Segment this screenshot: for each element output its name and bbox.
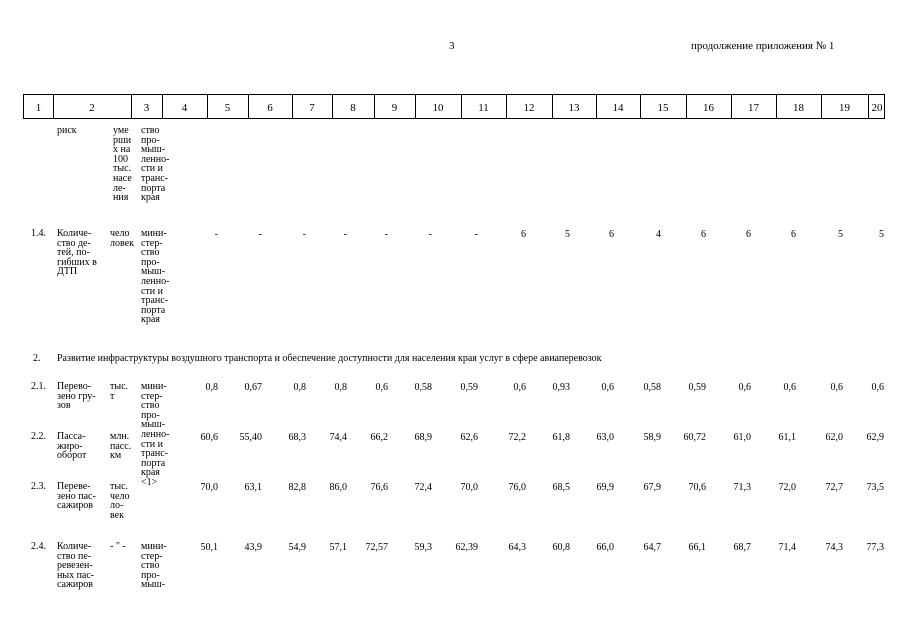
row-value: 72,2 (508, 432, 526, 443)
row-value: - (214, 229, 218, 240)
carry-unit: уме рши х на 100 тыс. насе ле- ния (113, 125, 132, 204)
row-value: 74,4 (329, 432, 347, 443)
row-value: 71,3 (733, 482, 751, 493)
row-indicator-name: Пасса- жиро- оборот (57, 431, 87, 462)
row-value: 70,6 (688, 482, 706, 493)
row-value: - (474, 229, 478, 240)
header-column-number: 18 (793, 102, 804, 114)
row-indicator-name: Переве- зено пас- сажиров (57, 481, 96, 512)
row-value: 72,57 (365, 542, 388, 553)
row-id: 1.4. (31, 228, 46, 239)
header-column-number: 10 (432, 102, 444, 114)
row-value: 5 (565, 229, 570, 240)
header-column-number: 15 (657, 102, 669, 114)
section-title: Развитие инфраструктуры воздушного транспорта и обеспечение доступности для населения края услуг в сфере авиаперевозок (57, 353, 602, 364)
header-column-number: 16 (703, 102, 714, 114)
row-value: 6 (521, 229, 526, 240)
header-column-number: 14 (612, 102, 624, 114)
header-column-number: 5 (224, 102, 231, 114)
row-value: - (302, 229, 306, 240)
row-value: 0,8 (293, 382, 306, 393)
row-value: 82,8 (288, 482, 306, 493)
page-number: 3 (449, 40, 455, 52)
row-value: - (384, 229, 388, 240)
row-value: 0,6 (601, 382, 614, 393)
header-column-number: 11 (478, 102, 489, 114)
row-value: 77,3 (866, 542, 884, 553)
row-value: 55,40 (239, 432, 262, 443)
row-id: 2.3. (31, 481, 46, 492)
row-unit: чело ловек (110, 228, 134, 249)
section-id: 2. (33, 353, 41, 364)
row-unit: тыс. т (110, 381, 129, 402)
row-value: 60,8 (552, 542, 570, 553)
continuation-label: продолжение приложения № 1 (691, 40, 835, 52)
row-unit: тыс. чело ло- век (110, 481, 130, 521)
row-id: 2.1. (31, 381, 46, 392)
row-responsible: мини- стер- ство про- мыш- ленно- сти и транс- порта края <1> (141, 381, 170, 488)
row-value: - (343, 229, 347, 240)
header-column-number: 7 (309, 102, 315, 114)
row-value: 76,6 (370, 482, 388, 493)
row-value: 62,6 (460, 432, 478, 443)
header-column-number: 13 (568, 102, 580, 114)
row-value: 0,58 (643, 382, 661, 393)
row-value: 68,3 (288, 432, 306, 443)
row-value: 0,6 (513, 382, 526, 393)
row-value: 6 (609, 229, 614, 240)
row-value: 0,59 (688, 382, 706, 393)
row-value: 0,6 (830, 382, 843, 393)
row-value: 61,8 (552, 432, 570, 443)
header-column-number: 8 (350, 102, 356, 114)
carry-indicator-name: риск (57, 125, 77, 136)
row-value: - (258, 229, 262, 240)
row-value: 0,8 (205, 382, 218, 393)
row-responsible: мини- стер- ство про- мыш- ленно- сти и транс- порта края (141, 228, 170, 326)
row-value: 76,0 (508, 482, 526, 493)
row-value: 66,0 (596, 542, 614, 553)
row-value: 71,4 (778, 542, 796, 553)
row-value: 68,5 (552, 482, 570, 493)
row-id: 2.4. (31, 541, 46, 552)
row-unit: млн. пасс. км (110, 431, 132, 462)
row-value: 5 (879, 229, 884, 240)
row-indicator-name: Количе- ство де- тей, по- гибших в ДТП (57, 228, 97, 278)
row-value: 72,7 (825, 482, 843, 493)
row-value: 64,3 (508, 542, 526, 553)
row-value: 0,6 (375, 382, 388, 393)
row-value: 59,3 (414, 542, 432, 553)
header-column-number: 6 (267, 102, 273, 114)
header-column-number: 3 (143, 102, 150, 114)
row-unit: - " - (110, 541, 126, 552)
row-value: 68,9 (414, 432, 432, 443)
row-value: 6 (746, 229, 751, 240)
row-value: 72,4 (414, 482, 432, 493)
header-column-number: 12 (523, 102, 535, 114)
header-column-number: 20 (871, 102, 883, 114)
row-value: 5 (838, 229, 843, 240)
row-value: 68,7 (733, 542, 751, 553)
row-indicator-name: Перево- зено гру- зов (57, 381, 96, 412)
row-value: 0,6 (783, 382, 796, 393)
row-value: 0,67 (244, 382, 262, 393)
row-value: 61,0 (733, 432, 751, 443)
row-value: 50,1 (200, 542, 218, 553)
row-value: 0,58 (414, 382, 432, 393)
header-column-number: 1 (35, 102, 42, 114)
row-value: 67,9 (643, 482, 661, 493)
row-value: 63,1 (244, 482, 262, 493)
row-value: 6 (791, 229, 796, 240)
row-value: 61,1 (778, 432, 796, 443)
row-responsible: мини- стер- ство про- мыш- (141, 541, 167, 591)
header-column-number: 4 (181, 102, 188, 114)
row-value: 0,6 (738, 382, 751, 393)
row-value: 57,1 (329, 542, 347, 553)
row-value: 0,8 (334, 382, 347, 393)
row-value: 4 (656, 229, 661, 240)
row-value: 86,0 (329, 482, 347, 493)
column-number-header (23, 94, 885, 119)
row-value: 6 (701, 229, 706, 240)
row-value: 62,0 (825, 432, 843, 443)
row-value: 72,0 (778, 482, 796, 493)
header-column-number: 9 (391, 102, 398, 114)
row-value: 74,3 (825, 542, 843, 553)
row-value: 60,6 (200, 432, 218, 443)
row-value: 43,9 (244, 542, 262, 553)
row-value: 64,7 (643, 542, 661, 553)
row-value: 0,6 (871, 382, 884, 393)
row-value: 54,9 (288, 542, 306, 553)
header-column-number: 17 (748, 102, 759, 114)
row-value: 0,93 (552, 382, 570, 393)
row-value: 66,1 (688, 542, 706, 553)
row-value: 70,0 (460, 482, 478, 493)
row-value: 62,9 (866, 432, 884, 443)
row-indicator-name: Количе- ство пе- ревезен- ных пас- сажиров (57, 541, 95, 591)
carry-responsible: ство про- мыш- ленно- сти и транс- порта края (141, 125, 170, 204)
row-value: 70,0 (200, 482, 218, 493)
row-value: 69,9 (596, 482, 614, 493)
row-id: 2.2. (31, 431, 46, 442)
row-value: 0,59 (460, 382, 478, 393)
header-column-number: 2 (89, 102, 95, 114)
row-value: 73,5 (866, 482, 884, 493)
header-column-number: 19 (839, 102, 850, 114)
row-value: 62,39 (455, 542, 478, 553)
row-value: 66,2 (370, 432, 388, 443)
row-value: 60,72 (683, 432, 706, 443)
row-value: - (428, 229, 432, 240)
row-value: 63,0 (596, 432, 614, 443)
row-value: 58,9 (643, 432, 661, 443)
